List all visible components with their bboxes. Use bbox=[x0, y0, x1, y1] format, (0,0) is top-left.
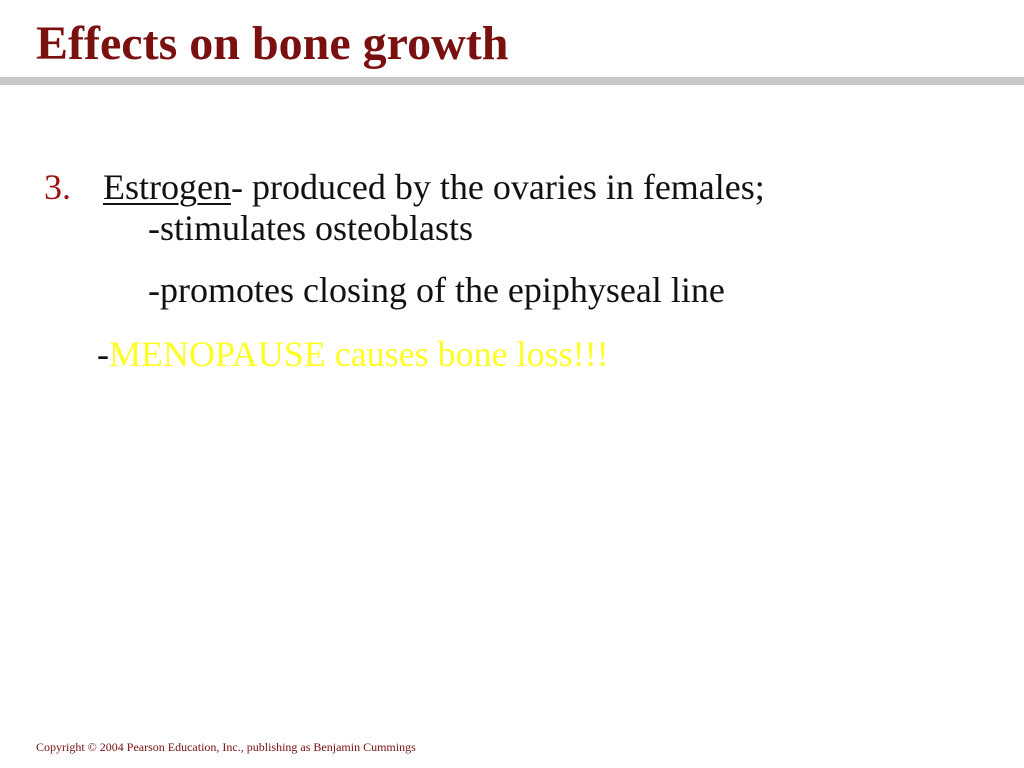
effect-closing-epiphyseal-line: -promotes closing of the epiphyseal line bbox=[148, 270, 725, 310]
copyright-footer: Copyright © 2004 Pearson Education, Inc., publishing as Benjamin Cummings bbox=[36, 740, 416, 754]
menopause-highlight: MENOPAUSE causes bone loss!!! bbox=[109, 334, 609, 374]
slide-title: Effects on bone growth bbox=[36, 17, 509, 70]
note-prefix: - bbox=[97, 334, 109, 374]
effect-stimulates-osteoblasts: -stimulates osteoblasts bbox=[148, 208, 473, 248]
term-estrogen: Estrogen bbox=[103, 167, 231, 207]
term-definition: - produced by the ovaries in females; bbox=[230, 167, 765, 207]
list-item-number: 3. bbox=[44, 167, 71, 207]
list-item-heading bbox=[103, 167, 765, 207]
menopause-note bbox=[97, 334, 609, 374]
